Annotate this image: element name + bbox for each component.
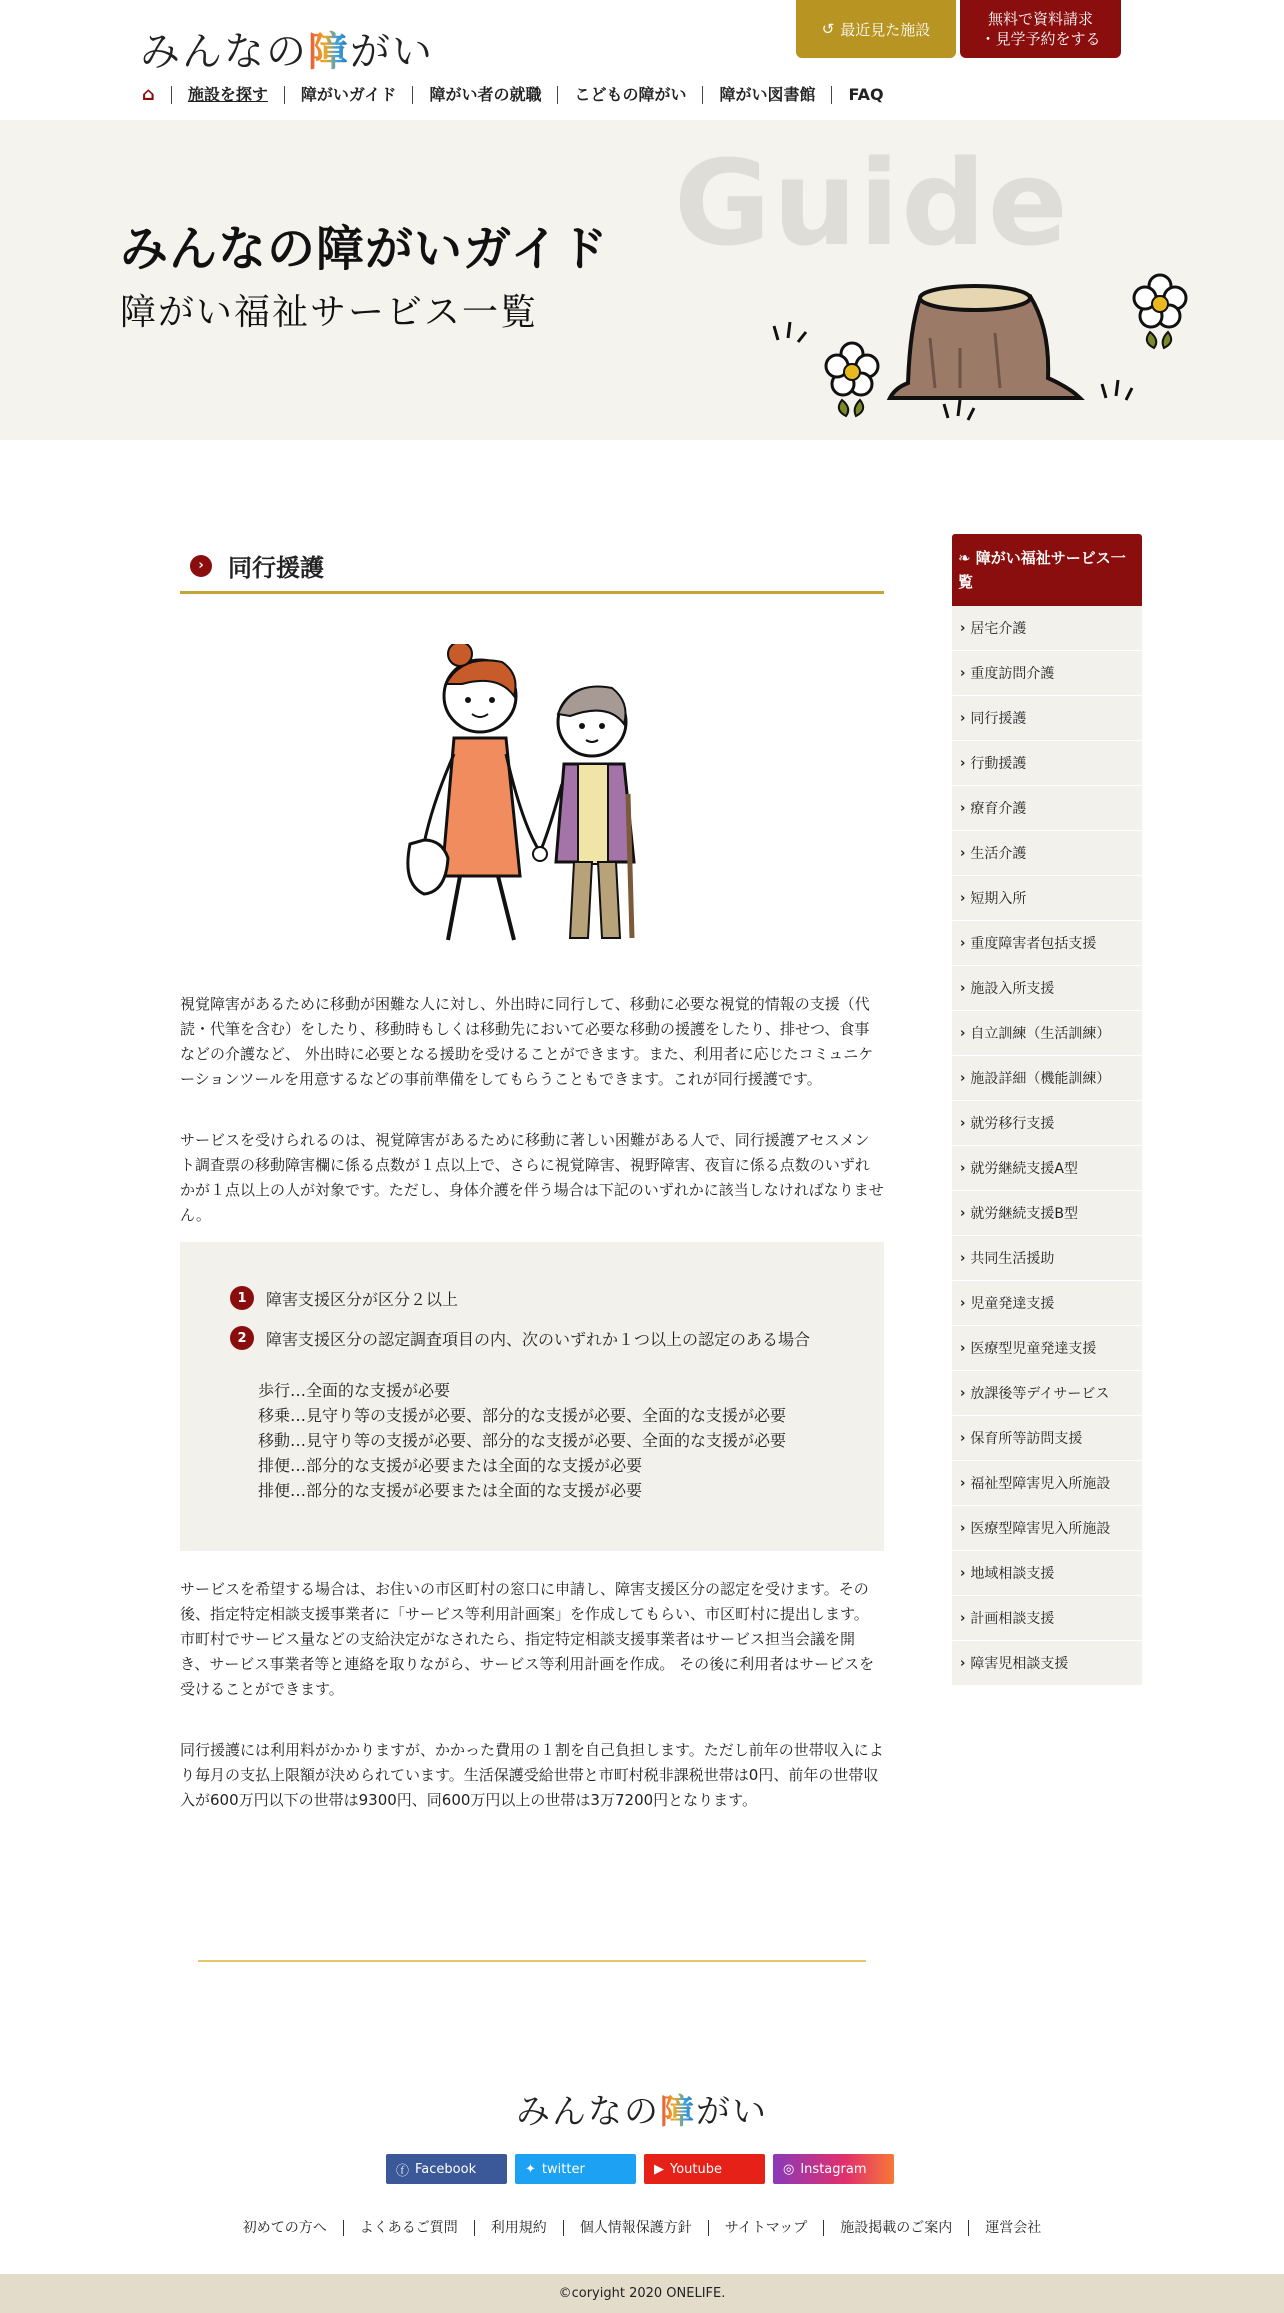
paragraph-application: サービスを希望する場合は、お住いの市区町村の窓口に申請し、障害支援区分の認定を受けます。その後、指定特定相談支援事業者に「サービス等利用計画案」を作成してもらい、市区町村に提出します。 市町村でサービス量などの支給決定がなされたら、指定特定相談支援事業者はサービス担当会議を開き、サービス事業者等と連絡を取りながら、サービス等利用計画を作成。 その後に利用者はサービスを受けることができます。: [180, 1580, 875, 1698]
footer-logo-after: がい: [696, 2092, 768, 2132]
chevron-right-icon: ›: [960, 1565, 966, 1581]
social-links: [386, 2154, 894, 2184]
home-icon[interactable]: ⌂: [140, 86, 172, 104]
twitter-button[interactable]: [515, 2154, 636, 2184]
sidebar-item-label: 短期入所: [970, 891, 1027, 907]
chevron-right-icon: ›: [960, 1025, 966, 1041]
sidebar-item-label: 福祉型障害児入所施設: [970, 1476, 1111, 1492]
sidebar-item-label: 居宅介護: [970, 621, 1027, 637]
chevron-right-icon: ›: [960, 1655, 966, 1671]
facebook-label: Facebook: [415, 2161, 477, 2177]
paragraph-description: 視覚障害があるために移動が困難な人に対し、外出時に同行して、移動に必要な視覚的情報の支援（代読・代筆を含む）をしたり、移動時もしくは移動先において必要な移動の援護をしたり、排せつ、食事などの介護など、 外出時に必要となる援助を受けることができます。また、利用者に応じたコミュニケーションツールを用意するなどの事前準備をしてもらうこともできます。これが同行援護です。: [180, 995, 874, 1088]
sub-list-item: 移動…見守り等の支援が必要、部分的な支援が必要、全面的な支援が必要: [258, 1431, 787, 1450]
site-logo[interactable]: [140, 20, 434, 77]
chevron-right-icon: ›: [960, 1520, 966, 1536]
leaf-icon: ❧: [958, 549, 976, 567]
footer-link[interactable]: よくあるご質問: [344, 2220, 475, 2236]
sidebar-item[interactable]: [952, 741, 1142, 786]
sidebar-item-label: 行動援護: [970, 756, 1027, 772]
nav-item-guide[interactable]: 障がいガイド: [285, 86, 414, 104]
chevron-right-icon: ›: [960, 1160, 966, 1176]
condition-text: 障害支援区分の認定調査項目の内、次のいずれか１つ以上の認定のある場合: [266, 1329, 811, 1349]
footer-link[interactable]: 個人情報保護方針: [564, 2220, 709, 2236]
chevron-right-icon: ›: [960, 665, 966, 681]
main-nav: [140, 82, 900, 108]
instagram-icon: ◎: [783, 2161, 795, 2177]
logo-text-highlight: 障: [308, 29, 350, 75]
sidebar: [952, 534, 1142, 1686]
sidebar-item-label: 療育介護: [970, 801, 1027, 817]
sidebar-item-label: 計画相談支援: [970, 1611, 1055, 1627]
sidebar-item[interactable]: [952, 1011, 1142, 1056]
sidebar-item[interactable]: [952, 1461, 1142, 1506]
sidebar-item-label: 就労移行支援: [970, 1116, 1055, 1132]
chevron-right-icon: ›: [960, 755, 966, 771]
condition-text: 障害支援区分が区分２以上: [266, 1289, 459, 1309]
sidebar-item[interactable]: [952, 1101, 1142, 1146]
stump-flowers-illustration: [760, 238, 1200, 440]
sidebar-item[interactable]: [952, 1146, 1142, 1191]
nav-item-find-facility[interactable]: 施設を探す: [172, 86, 285, 104]
recent-facilities-label: 最近見た施設: [840, 20, 931, 39]
sidebar-item-label: 施設詳細（機能訓練）: [970, 1071, 1111, 1087]
footer-link[interactable]: 運営会社: [985, 2220, 1042, 2236]
section-heading: [180, 540, 884, 594]
footer-logo-highlight: 障: [660, 2092, 696, 2132]
condition-sub-list: [230, 1378, 834, 1503]
sidebar-item-label: 児童発達支援: [970, 1296, 1055, 1312]
chevron-right-icon: ›: [960, 1610, 966, 1626]
sidebar-item-label: 放課後等デイサービス: [970, 1386, 1110, 1402]
sidebar-item[interactable]: [952, 1281, 1142, 1326]
chevron-right-icon: ›: [960, 1250, 966, 1266]
condition-item: [230, 1326, 834, 1350]
sidebar-item[interactable]: [952, 1371, 1142, 1416]
sidebar-item[interactable]: [952, 966, 1142, 1011]
chevron-right-icon: ›: [960, 1205, 966, 1221]
youtube-label: Youtube: [670, 2161, 722, 2177]
nav-item-library[interactable]: 障がい図書館: [703, 86, 832, 104]
footer-link[interactable]: サイトマップ: [709, 2220, 824, 2236]
instagram-button[interactable]: [773, 2154, 894, 2184]
sidebar-item-label: 自立訓練（生活訓練）: [970, 1026, 1111, 1042]
sidebar-item[interactable]: [952, 1416, 1142, 1461]
sidebar-item[interactable]: [952, 1236, 1142, 1281]
sidebar-item[interactable]: [952, 1326, 1142, 1371]
sidebar-item-label: 保育所等訪問支援: [970, 1431, 1083, 1447]
request-materials-button[interactable]: [960, 0, 1121, 58]
sidebar-item[interactable]: [952, 1641, 1142, 1686]
sidebar-item-label: 医療型障害児入所施設: [970, 1521, 1111, 1537]
sidebar-item[interactable]: [952, 606, 1142, 651]
sidebar-item[interactable]: [952, 1596, 1142, 1641]
sidebar-item[interactable]: [952, 1551, 1142, 1596]
history-icon: ↺: [821, 20, 835, 38]
twitter-label: twitter: [541, 2161, 585, 2177]
sidebar-item[interactable]: [952, 696, 1142, 741]
sidebar-item-label: 地域相談支援: [970, 1566, 1055, 1582]
condition-number: 1: [230, 1286, 254, 1310]
sidebar-item[interactable]: [952, 831, 1142, 876]
chevron-right-icon: ›: [960, 845, 966, 861]
chevron-right-icon: ›: [960, 935, 966, 951]
sub-list-item: 排便…部分的な支援が必要または全面的な支援が必要: [258, 1481, 643, 1500]
hero-banner: [0, 120, 1284, 440]
condition-item: [230, 1286, 834, 1310]
footer-links: [0, 2220, 1284, 2236]
sub-list-item: 歩行…全面的な支援が必要: [258, 1381, 451, 1400]
chevron-right-icon: ›: [960, 1340, 966, 1356]
nav-item-children[interactable]: こどもの障がい: [558, 86, 703, 104]
facebook-button[interactable]: [386, 2154, 507, 2184]
chevron-circle-icon: ›: [190, 555, 212, 577]
facebook-icon: ⓕ: [396, 2163, 410, 2179]
condition-number: 2: [230, 1326, 254, 1350]
paragraph-eligibility: サービスを受けられるのは、視覚障害があるために移動に著しい困難がある人で、同行援護アセスメント調査票の移動障害欄に係る点数が１点以上で、さらに視覚障害、視野障害、夜盲に係る点数のいずれかが１点以上の人が対象です。ただし、身体介護を伴う場合は下記のいずれかに該当しなければなりません。: [180, 1131, 884, 1224]
sidebar-item-label: 重度訪問介護: [970, 666, 1055, 682]
sidebar-item-label: 重度障害者包括支援: [970, 936, 1097, 952]
footer-logo[interactable]: [0, 2084, 1284, 2133]
sidebar-item-label: 同行援護: [970, 711, 1027, 727]
nav-item-faq[interactable]: FAQ: [848, 85, 884, 104]
sidebar-item-label: 施設入所支援: [970, 981, 1055, 997]
chevron-right-icon: ›: [960, 1115, 966, 1131]
footer-link[interactable]: 施設掲載のご案内: [824, 2220, 969, 2236]
copyright-text: ©coryight 2020 ONELIFE.: [558, 2286, 726, 2301]
twitter-icon: ✦: [525, 2161, 536, 2177]
conditions-box: [180, 1242, 884, 1551]
chevron-right-icon: ›: [960, 800, 966, 816]
sidebar-item[interactable]: [952, 876, 1142, 921]
chevron-right-icon: ›: [960, 1475, 966, 1491]
sub-list-item: 移乗…見守り等の支援が必要、部分的な支援が必要、全面的な支援が必要: [258, 1406, 787, 1425]
sidebar-item[interactable]: [952, 1056, 1142, 1101]
sidebar-item[interactable]: [952, 1506, 1142, 1551]
copyright-bar: [0, 2274, 1284, 2313]
chevron-right-icon: ›: [960, 1430, 966, 1446]
footer-link[interactable]: 利用規約: [475, 2220, 564, 2236]
sidebar-item-label: 障害児相談支援: [970, 1656, 1069, 1672]
sidebar-item-label: 生活介護: [970, 846, 1027, 862]
hero-subtitle: 障がい福祉サービス一覧: [120, 292, 539, 333]
sidebar-item[interactable]: [952, 786, 1142, 831]
youtube-button[interactable]: [644, 2154, 765, 2184]
chevron-right-icon: ›: [960, 1295, 966, 1311]
content-divider: [198, 1960, 866, 1962]
sidebar-heading: [952, 534, 1142, 606]
chevron-right-icon: ›: [960, 620, 966, 636]
chevron-right-icon: ›: [960, 890, 966, 906]
nav-item-employment[interactable]: 障がい者の就職: [413, 86, 558, 104]
sidebar-item-label: 就労継続支援A型: [970, 1161, 1078, 1177]
logo-text-before: みんなの: [140, 29, 308, 75]
sidebar-item-label: 共同生活援助: [970, 1251, 1055, 1267]
sub-list-item: 排便…部分的な支援が必要または全面的な支援が必要: [258, 1456, 643, 1475]
paragraph-fees: 同行援護には利用料がかかりますが、かかった費用の１割を自己負担します。ただし前年の世帯収入により毎月の支払上限額が決められています。生活保護受給世帯と市町村税非課税世帯は0円、前年の世帯収入が600万円以下の世帯は9300円、同600万円以上の世帯は3万7200円となります。: [180, 1741, 884, 1809]
sidebar-heading-label: 障がい福祉サービス一覧: [958, 549, 1126, 591]
request-materials-label: 無料で資料請求 ・見学予約をする: [980, 10, 1101, 48]
hero-background-word: Guide: [674, 134, 1070, 272]
chevron-right-icon: ›: [960, 1385, 966, 1401]
sidebar-item-label: 就労継続支援B型: [970, 1206, 1078, 1222]
recent-facilities-button[interactable]: [796, 0, 956, 58]
chevron-right-icon: ›: [960, 710, 966, 726]
sidebar-item[interactable]: [952, 651, 1142, 696]
footer-logo-before: みんなの: [516, 2092, 660, 2132]
youtube-icon: ▶: [654, 2161, 664, 2177]
instagram-label: Instagram: [800, 2161, 867, 2177]
footer-link[interactable]: 初めての方へ: [227, 2220, 344, 2236]
companions-illustration: [402, 644, 662, 954]
chevron-right-icon: ›: [960, 980, 966, 996]
hero-title: みんなの障がいガイド: [120, 221, 609, 277]
sidebar-item[interactable]: [952, 1191, 1142, 1236]
site-header: [0, 0, 1284, 120]
page-title: 同行援護: [228, 554, 324, 582]
chevron-right-icon: ›: [960, 1070, 966, 1086]
logo-text-after: がい: [350, 29, 434, 75]
sidebar-item-label: 医療型児童発達支援: [970, 1341, 1097, 1357]
sidebar-item[interactable]: [952, 921, 1142, 966]
main-content: [180, 540, 884, 1813]
